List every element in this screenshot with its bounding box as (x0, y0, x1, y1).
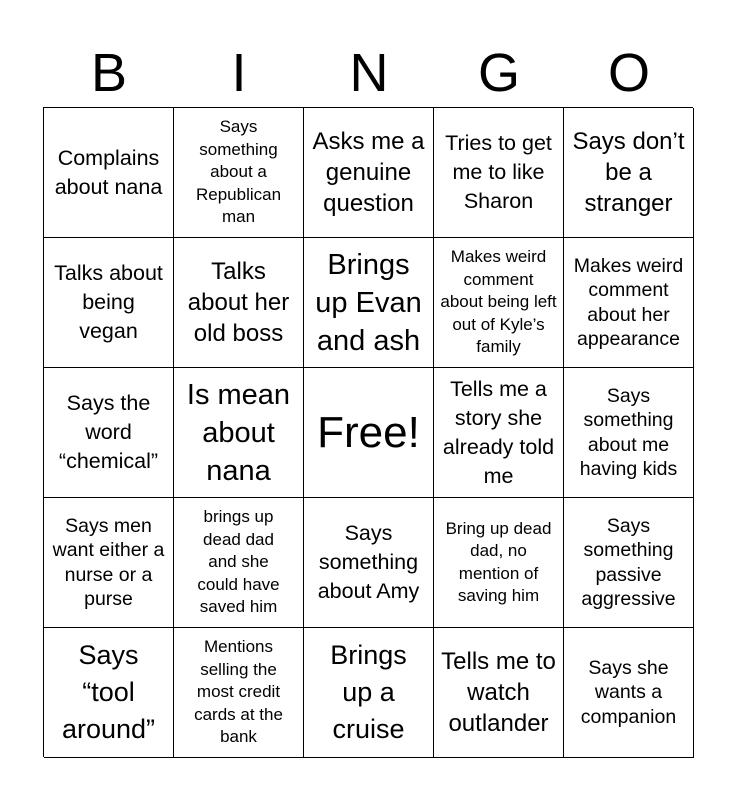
bingo-cell-r2-c3[interactable] (304, 238, 434, 368)
bingo-cell-r3-c2[interactable] (174, 368, 304, 498)
cell-text: Says something passive aggressive (581, 514, 676, 610)
bingo-cell-r2-c1[interactable] (44, 238, 174, 368)
header-letter-b: B (90, 43, 128, 103)
bingo-header (44, 38, 694, 108)
cell-text: Says “tool around” (61, 640, 156, 744)
header-letter-i: I (231, 43, 247, 103)
cell-text: Tells me a story she already told me (442, 376, 555, 488)
cell-text: Bring up dead dad, no mention of saving him (445, 518, 552, 605)
cell-text: Brings up a cruise (330, 640, 407, 744)
cell-text: Says something about Amy (317, 521, 420, 603)
cell-text: Tells me to watch outlander (441, 648, 556, 737)
bingo-cell-r5-c3[interactable] (304, 628, 434, 758)
bingo-cell-r1-c2[interactable] (174, 108, 304, 238)
cell-text: Talks about being vegan (54, 261, 163, 343)
cell-text: Says something about me having kids (579, 384, 678, 480)
bingo-board (43, 107, 693, 757)
cell-text: Asks me a genuine question (312, 128, 425, 217)
cell-text: brings up dead dad and she could have saved him (197, 507, 280, 617)
bingo-cell-r5-c4[interactable] (434, 628, 564, 758)
header-letter-g: G (477, 43, 520, 103)
bingo-cell-r2-c5[interactable] (564, 238, 694, 368)
cell-text: Talks about her old boss (187, 258, 290, 347)
bingo-cell-r1-c5[interactable] (564, 108, 694, 238)
cell-text: Makes weird comment about being left out of Kyle’s family (440, 247, 557, 357)
bingo-cell-r3-c1[interactable] (44, 368, 174, 498)
bingo-cell-r2-c4[interactable] (434, 238, 564, 368)
cell-text: Says she wants a companion (580, 656, 677, 728)
bingo-cell-r4-c5[interactable] (564, 498, 694, 628)
bingo-cell-r3-c5[interactable] (564, 368, 694, 498)
bingo-cell-free[interactable] (304, 368, 434, 498)
cell-text: Mentions selling the most credit cards at the bank (194, 637, 283, 747)
bingo-cell-r4-c2[interactable] (174, 498, 304, 628)
bingo-cell-r3-c4[interactable] (434, 368, 564, 498)
bingo-cell-r5-c5[interactable] (564, 628, 694, 758)
cell-text: Says don’t be a stranger (572, 128, 685, 217)
cell-text: Complains about nana (54, 145, 163, 199)
free-space-text: Free! (317, 407, 420, 457)
header-letter-n: N (349, 43, 389, 103)
bingo-cell-r4-c4[interactable] (434, 498, 564, 628)
cell-text: Makes weird comment about her appearance (573, 254, 684, 350)
bingo-cell-r4-c1[interactable] (44, 498, 174, 628)
header-letter-o: O (607, 43, 650, 103)
cell-text: Says the word “chemical” (58, 391, 159, 473)
bingo-cell-r5-c1[interactable] (44, 628, 174, 758)
bingo-cell-r5-c2[interactable] (174, 628, 304, 758)
cell-text: Says men want either a nurse or a purse (52, 514, 165, 610)
cell-text: Is mean about nana (186, 378, 291, 487)
cell-text: Brings up Evan and ash (315, 248, 422, 357)
bingo-cell-r2-c2[interactable] (174, 238, 304, 368)
bingo-cell-r1-c1[interactable] (44, 108, 174, 238)
cell-text: Tries to get me to like Sharon (445, 131, 552, 213)
bingo-cell-r1-c4[interactable] (434, 108, 564, 238)
bingo-cell-r4-c3[interactable] (304, 498, 434, 628)
cell-text: Says something about a Republican man (195, 117, 282, 227)
bingo-cell-r1-c3[interactable] (304, 108, 434, 238)
